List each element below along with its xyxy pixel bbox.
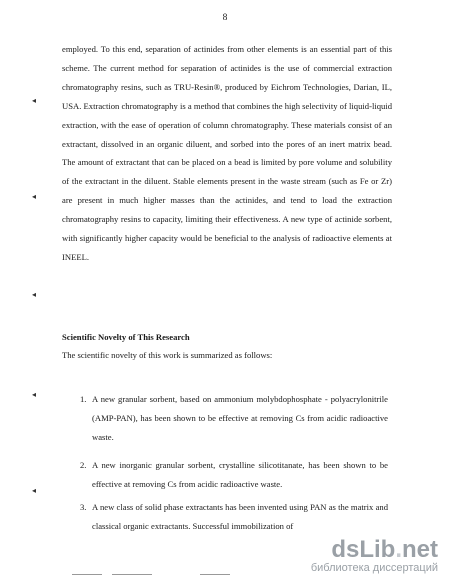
margin-mark: ◂	[32, 290, 37, 299]
body-paragraph: employed. To this end, separation of actinides from other elements is an essential part of this scheme. The current method for separation of actinides is the use of commercial extraction chromatography resins, such as TRU-Resin®, produced by Eichrom Technologies, Darian, IL, USA. Extraction chromatography is a method that combines the high selectivity of liquid-liquid extraction, with the ease of operation of column chromatography. These materials consist of an extractant, dissolved in an organic diluent, and sorbed into the pores of an inert matrix bead. The amount of extractant that can be placed on a bead is limited by pore volume and solubility of the extractant in the diluent. Stable elements present in the waste stream (such as Fe or Zr) are present in much higher masses than the actinides, and tend to load the extraction chromatography resins to capacity, limiting their effectiveness. A new type of actinide sorbent, with significantly higher capacity would be beneficial to the analysis of radioactive elements at INEEL.	[62, 44, 392, 262]
watermark	[311, 538, 438, 574]
watermark-subtitle: библиотека диссертаций	[310, 562, 438, 574]
list-item-text: A new inorganic granular sorbent, crystalline silicotitanate, has been shown to be effective at removing Cs from acidic radioactive waste.	[92, 460, 388, 489]
margin-mark: ◂	[32, 192, 37, 201]
margin-mark: ◂	[32, 96, 37, 105]
scan-artifact-line	[72, 574, 102, 575]
list-item-number: 1.	[80, 394, 87, 404]
list-item	[80, 456, 388, 494]
list-item-number: 3.	[80, 502, 87, 512]
list-item-text: A new class of solid phase extractants has been invented using PAN as the matrix and classical organic extractants. Successful immobilization of	[92, 502, 388, 531]
margin-mark: ◂	[32, 486, 37, 495]
list-item-number: 2.	[80, 460, 87, 470]
watermark-logo: dsLib.net	[331, 536, 438, 563]
section-heading: Scientific Novelty of This Research	[62, 332, 190, 342]
scan-artifact-line	[200, 574, 230, 575]
margin-mark: ◂	[32, 390, 37, 399]
page-number: 8	[222, 13, 228, 23]
scan-artifact-line	[112, 574, 152, 575]
list-item-text: A new granular sorbent, based on ammonium molybdophosphate - polyacrylonitrile (AMP-PAN), has been shown to be effective at removing Cs from acidic radioactive waste.	[92, 394, 388, 442]
section-intro: The scientific novelty of this work is summarized as follows:	[62, 350, 273, 360]
list-item	[80, 498, 388, 536]
list-item	[80, 390, 388, 447]
